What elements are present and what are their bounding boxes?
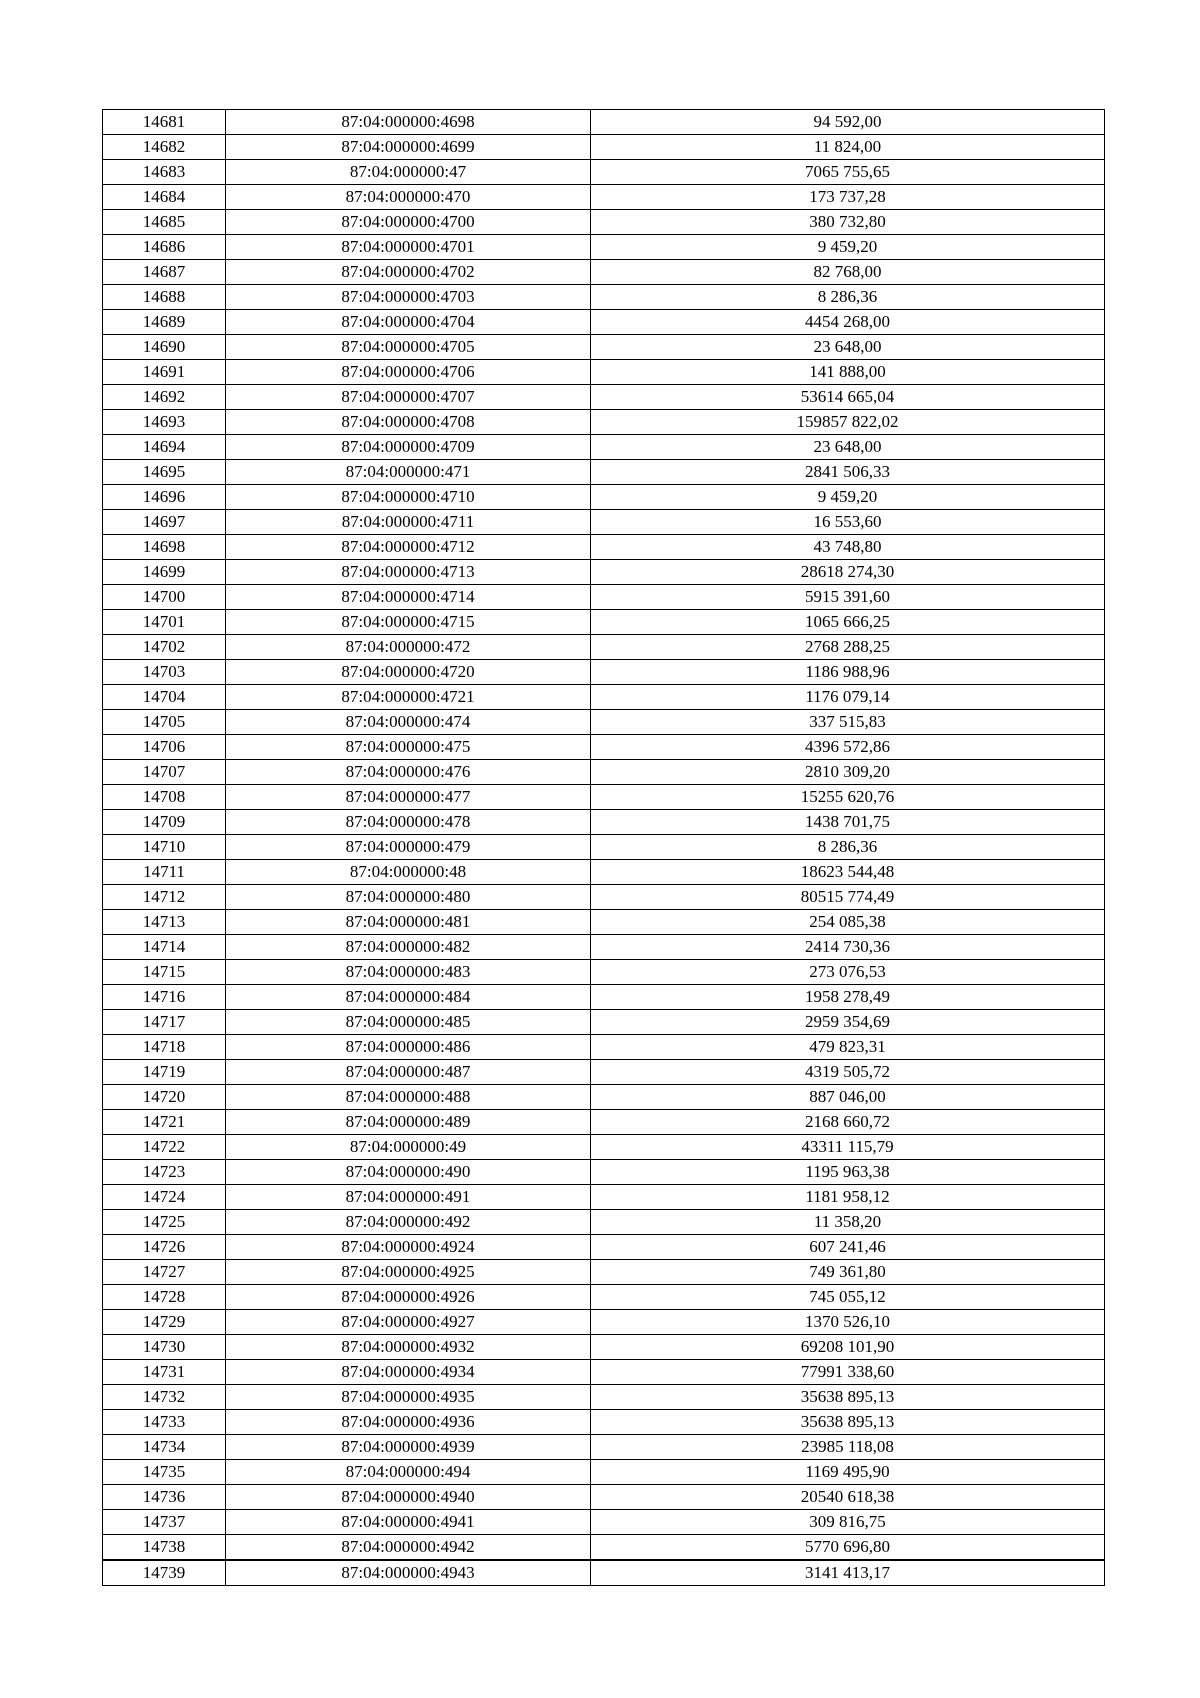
row-number-cell: 14728 bbox=[103, 1285, 226, 1310]
cadastral-number-cell: 87:04:000000:4926 bbox=[226, 1285, 591, 1310]
row-number-cell: 14681 bbox=[103, 110, 226, 135]
table-row bbox=[103, 210, 1105, 235]
row-number-cell: 14682 bbox=[103, 135, 226, 160]
cadastral-number-cell: 87:04:000000:4709 bbox=[226, 435, 591, 460]
cadastral-number-cell: 87:04:000000:492 bbox=[226, 1210, 591, 1235]
cadastral-value-cell: 69208 101,90 bbox=[591, 1335, 1105, 1360]
row-number-cell: 14707 bbox=[103, 760, 226, 785]
cadastral-value-cell: 16 553,60 bbox=[591, 510, 1105, 535]
table-row bbox=[103, 935, 1105, 960]
row-number-cell: 14720 bbox=[103, 1085, 226, 1110]
cadastral-number-cell: 87:04:000000:4942 bbox=[226, 1535, 591, 1561]
cadastral-number-cell: 87:04:000000:48 bbox=[226, 860, 591, 885]
row-number-cell: 14722 bbox=[103, 1135, 226, 1160]
cadastral-number-cell: 87:04:000000:4703 bbox=[226, 285, 591, 310]
cadastral-number-cell: 87:04:000000:4707 bbox=[226, 385, 591, 410]
table-row bbox=[103, 1010, 1105, 1035]
table-row bbox=[103, 810, 1105, 835]
cadastral-value-cell: 4319 505,72 bbox=[591, 1060, 1105, 1085]
row-number-cell: 14705 bbox=[103, 710, 226, 735]
cadastral-value-cell: 1169 495,90 bbox=[591, 1460, 1105, 1485]
table-row bbox=[103, 360, 1105, 385]
cadastral-number-cell: 87:04:000000:487 bbox=[226, 1060, 591, 1085]
row-number-cell: 14708 bbox=[103, 785, 226, 810]
table-row bbox=[103, 160, 1105, 185]
table-row bbox=[103, 535, 1105, 560]
row-number-cell: 14738 bbox=[103, 1535, 226, 1561]
cadastral-value-cell: 80515 774,49 bbox=[591, 885, 1105, 910]
table-row bbox=[103, 385, 1105, 410]
table-row bbox=[103, 510, 1105, 535]
cadastral-value-cell: 15255 620,76 bbox=[591, 785, 1105, 810]
row-number-cell: 14721 bbox=[103, 1110, 226, 1135]
cadastral-number-cell: 87:04:000000:4700 bbox=[226, 210, 591, 235]
cadastral-number-cell: 87:04:000000:4706 bbox=[226, 360, 591, 385]
row-number-cell: 14703 bbox=[103, 660, 226, 685]
cadastral-value-cell: 94 592,00 bbox=[591, 110, 1105, 135]
cadastral-value-cell: 23 648,00 bbox=[591, 435, 1105, 460]
table-body bbox=[103, 110, 1105, 1586]
cadastral-number-cell: 87:04:000000:470 bbox=[226, 185, 591, 210]
table-row bbox=[103, 1185, 1105, 1210]
cadastral-number-cell: 87:04:000000:49 bbox=[226, 1135, 591, 1160]
row-number-cell: 14718 bbox=[103, 1035, 226, 1060]
cadastral-value-cell: 8 286,36 bbox=[591, 285, 1105, 310]
row-number-cell: 14686 bbox=[103, 235, 226, 260]
row-number-cell: 14700 bbox=[103, 585, 226, 610]
cadastral-value-cell: 77991 338,60 bbox=[591, 1360, 1105, 1385]
cadastral-value-cell: 2959 354,69 bbox=[591, 1010, 1105, 1035]
row-number-cell: 14696 bbox=[103, 485, 226, 510]
row-number-cell: 14715 bbox=[103, 960, 226, 985]
cadastral-number-cell: 87:04:000000:4941 bbox=[226, 1510, 591, 1535]
cadastral-value-cell: 20540 618,38 bbox=[591, 1485, 1105, 1510]
table-row bbox=[103, 1460, 1105, 1485]
table-row bbox=[103, 135, 1105, 160]
cadastral-value-cell: 1438 701,75 bbox=[591, 810, 1105, 835]
table-row bbox=[103, 485, 1105, 510]
cadastral-value-cell: 607 241,46 bbox=[591, 1235, 1105, 1260]
table-row bbox=[103, 110, 1105, 135]
table-row bbox=[103, 1260, 1105, 1285]
cadastral-number-cell: 87:04:000000:4714 bbox=[226, 585, 591, 610]
cadastral-value-cell: 1186 988,96 bbox=[591, 660, 1105, 685]
cadastral-value-cell: 4454 268,00 bbox=[591, 310, 1105, 335]
cadastral-number-cell: 87:04:000000:4934 bbox=[226, 1360, 591, 1385]
row-number-cell: 14691 bbox=[103, 360, 226, 385]
cadastral-value-cell: 8 286,36 bbox=[591, 835, 1105, 860]
cadastral-number-cell: 87:04:000000:4721 bbox=[226, 685, 591, 710]
cadastral-number-cell: 87:04:000000:4712 bbox=[226, 535, 591, 560]
table-row bbox=[103, 1560, 1105, 1586]
table-row bbox=[103, 235, 1105, 260]
row-number-cell: 14714 bbox=[103, 935, 226, 960]
cadastral-value-cell: 4396 572,86 bbox=[591, 735, 1105, 760]
table-row bbox=[103, 1435, 1105, 1460]
cadastral-number-cell: 87:04:000000:4710 bbox=[226, 485, 591, 510]
row-number-cell: 14683 bbox=[103, 160, 226, 185]
cadastral-number-cell: 87:04:000000:4940 bbox=[226, 1485, 591, 1510]
table-row bbox=[103, 910, 1105, 935]
table-row bbox=[103, 610, 1105, 635]
row-number-cell: 14684 bbox=[103, 185, 226, 210]
cadastral-value-cell: 28618 274,30 bbox=[591, 560, 1105, 585]
cadastral-number-cell: 87:04:000000:482 bbox=[226, 935, 591, 960]
cadastral-value-cell: 141 888,00 bbox=[591, 360, 1105, 385]
row-number-cell: 14698 bbox=[103, 535, 226, 560]
cadastral-value-cell: 5770 696,80 bbox=[591, 1535, 1105, 1561]
row-number-cell: 14723 bbox=[103, 1160, 226, 1185]
table-row bbox=[103, 1310, 1105, 1335]
cadastral-number-cell: 87:04:000000:4702 bbox=[226, 260, 591, 285]
cadastral-value-cell: 2414 730,36 bbox=[591, 935, 1105, 960]
row-number-cell: 14710 bbox=[103, 835, 226, 860]
cadastral-number-cell: 87:04:000000:4720 bbox=[226, 660, 591, 685]
table-row bbox=[103, 635, 1105, 660]
cadastral-number-cell: 87:04:000000:489 bbox=[226, 1110, 591, 1135]
table-row bbox=[103, 985, 1105, 1010]
table-row bbox=[103, 1210, 1105, 1235]
cadastral-number-cell: 87:04:000000:4932 bbox=[226, 1335, 591, 1360]
row-number-cell: 14687 bbox=[103, 260, 226, 285]
cadastral-number-cell: 87:04:000000:475 bbox=[226, 735, 591, 760]
cadastral-value-cell: 1370 526,10 bbox=[591, 1310, 1105, 1335]
cadastral-value-cell: 23985 118,08 bbox=[591, 1435, 1105, 1460]
cadastral-number-cell: 87:04:000000:4925 bbox=[226, 1260, 591, 1285]
table-row bbox=[103, 735, 1105, 760]
row-number-cell: 14693 bbox=[103, 410, 226, 435]
cadastral-value-cell: 35638 895,13 bbox=[591, 1385, 1105, 1410]
table-row bbox=[103, 860, 1105, 885]
table-row bbox=[103, 285, 1105, 310]
cadastral-number-cell: 87:04:000000:4708 bbox=[226, 410, 591, 435]
cadastral-value-cell: 18623 544,48 bbox=[591, 860, 1105, 885]
table-row bbox=[103, 960, 1105, 985]
cadastral-value-cell: 2810 309,20 bbox=[591, 760, 1105, 785]
table-row bbox=[103, 1285, 1105, 1310]
cadastral-value-table bbox=[102, 109, 1105, 1586]
cadastral-number-cell: 87:04:000000:4698 bbox=[226, 110, 591, 135]
cadastral-value-cell: 43311 115,79 bbox=[591, 1135, 1105, 1160]
row-number-cell: 14725 bbox=[103, 1210, 226, 1235]
table-row bbox=[103, 710, 1105, 735]
cadastral-value-cell: 337 515,83 bbox=[591, 710, 1105, 735]
cadastral-value-cell: 1195 963,38 bbox=[591, 1160, 1105, 1185]
row-number-cell: 14694 bbox=[103, 435, 226, 460]
cadastral-value-cell: 254 085,38 bbox=[591, 910, 1105, 935]
row-number-cell: 14692 bbox=[103, 385, 226, 410]
row-number-cell: 14719 bbox=[103, 1060, 226, 1085]
cadastral-value-cell: 1958 278,49 bbox=[591, 985, 1105, 1010]
cadastral-value-cell: 749 361,80 bbox=[591, 1260, 1105, 1285]
cadastral-number-cell: 87:04:000000:4936 bbox=[226, 1410, 591, 1435]
table-row bbox=[103, 1160, 1105, 1185]
row-number-cell: 14709 bbox=[103, 810, 226, 835]
cadastral-number-cell: 87:04:000000:4924 bbox=[226, 1235, 591, 1260]
cadastral-number-cell: 87:04:000000:47 bbox=[226, 160, 591, 185]
table-row bbox=[103, 1360, 1105, 1385]
row-number-cell: 14737 bbox=[103, 1510, 226, 1535]
cadastral-value-cell: 2768 288,25 bbox=[591, 635, 1105, 660]
cadastral-number-cell: 87:04:000000:4715 bbox=[226, 610, 591, 635]
cadastral-value-cell: 23 648,00 bbox=[591, 335, 1105, 360]
row-number-cell: 14716 bbox=[103, 985, 226, 1010]
cadastral-number-cell: 87:04:000000:4711 bbox=[226, 510, 591, 535]
table-row bbox=[103, 410, 1105, 435]
row-number-cell: 14689 bbox=[103, 310, 226, 335]
table-row bbox=[103, 335, 1105, 360]
cadastral-number-cell: 87:04:000000:4939 bbox=[226, 1435, 591, 1460]
table-row bbox=[103, 1135, 1105, 1160]
cadastral-value-cell: 159857 822,02 bbox=[591, 410, 1105, 435]
row-number-cell: 14727 bbox=[103, 1260, 226, 1285]
cadastral-number-cell: 87:04:000000:483 bbox=[226, 960, 591, 985]
cadastral-number-cell: 87:04:000000:476 bbox=[226, 760, 591, 785]
row-number-cell: 14695 bbox=[103, 460, 226, 485]
cadastral-number-cell: 87:04:000000:488 bbox=[226, 1085, 591, 1110]
row-number-cell: 14734 bbox=[103, 1435, 226, 1460]
cadastral-value-cell: 43 748,80 bbox=[591, 535, 1105, 560]
cadastral-value-cell: 9 459,20 bbox=[591, 485, 1105, 510]
table-row bbox=[103, 1235, 1105, 1260]
row-number-cell: 14711 bbox=[103, 860, 226, 885]
cadastral-number-cell: 87:04:000000:4927 bbox=[226, 1310, 591, 1335]
row-number-cell: 14702 bbox=[103, 635, 226, 660]
table-row bbox=[103, 310, 1105, 335]
cadastral-number-cell: 87:04:000000:479 bbox=[226, 835, 591, 860]
row-number-cell: 14735 bbox=[103, 1460, 226, 1485]
cadastral-number-cell: 87:04:000000:481 bbox=[226, 910, 591, 935]
row-number-cell: 14701 bbox=[103, 610, 226, 635]
cadastral-number-cell: 87:04:000000:4713 bbox=[226, 560, 591, 585]
cadastral-value-cell: 309 816,75 bbox=[591, 1510, 1105, 1535]
row-number-cell: 14717 bbox=[103, 1010, 226, 1035]
cadastral-value-cell: 887 046,00 bbox=[591, 1085, 1105, 1110]
row-number-cell: 14730 bbox=[103, 1335, 226, 1360]
row-number-cell: 14690 bbox=[103, 335, 226, 360]
cadastral-number-cell: 87:04:000000:471 bbox=[226, 460, 591, 485]
cadastral-value-cell: 273 076,53 bbox=[591, 960, 1105, 985]
cadastral-number-cell: 87:04:000000:480 bbox=[226, 885, 591, 910]
table-row bbox=[103, 185, 1105, 210]
cadastral-value-cell: 1176 079,14 bbox=[591, 685, 1105, 710]
row-number-cell: 14706 bbox=[103, 735, 226, 760]
cadastral-number-cell: 87:04:000000:4701 bbox=[226, 235, 591, 260]
cadastral-value-cell: 82 768,00 bbox=[591, 260, 1105, 285]
table-row bbox=[103, 785, 1105, 810]
table-row bbox=[103, 435, 1105, 460]
cadastral-number-cell: 87:04:000000:4935 bbox=[226, 1385, 591, 1410]
row-number-cell: 14736 bbox=[103, 1485, 226, 1510]
cadastral-value-cell: 7065 755,65 bbox=[591, 160, 1105, 185]
row-number-cell: 14712 bbox=[103, 885, 226, 910]
cadastral-value-cell: 5915 391,60 bbox=[591, 585, 1105, 610]
table-row bbox=[103, 760, 1105, 785]
row-number-cell: 14739 bbox=[103, 1560, 226, 1586]
cadastral-number-cell: 87:04:000000:478 bbox=[226, 810, 591, 835]
cadastral-value-cell: 11 824,00 bbox=[591, 135, 1105, 160]
cadastral-value-cell: 479 823,31 bbox=[591, 1035, 1105, 1060]
table-row bbox=[103, 1385, 1105, 1410]
table-row bbox=[103, 685, 1105, 710]
row-number-cell: 14724 bbox=[103, 1185, 226, 1210]
row-number-cell: 14699 bbox=[103, 560, 226, 585]
cadastral-number-cell: 87:04:000000:491 bbox=[226, 1185, 591, 1210]
table-row bbox=[103, 1035, 1105, 1060]
cadastral-number-cell: 87:04:000000:490 bbox=[226, 1160, 591, 1185]
cadastral-number-cell: 87:04:000000:494 bbox=[226, 1460, 591, 1485]
row-number-cell: 14729 bbox=[103, 1310, 226, 1335]
table-row bbox=[103, 585, 1105, 610]
cadastral-value-cell: 745 055,12 bbox=[591, 1285, 1105, 1310]
table-row bbox=[103, 885, 1105, 910]
table-row bbox=[103, 560, 1105, 585]
cadastral-number-cell: 87:04:000000:4699 bbox=[226, 135, 591, 160]
cadastral-number-cell: 87:04:000000:486 bbox=[226, 1035, 591, 1060]
table-row bbox=[103, 835, 1105, 860]
table-row bbox=[103, 1110, 1105, 1135]
cadastral-value-cell: 3141 413,17 bbox=[591, 1560, 1105, 1586]
cadastral-value-cell: 53614 665,04 bbox=[591, 385, 1105, 410]
table-row bbox=[103, 1335, 1105, 1360]
table-row bbox=[103, 660, 1105, 685]
cadastral-value-cell: 11 358,20 bbox=[591, 1210, 1105, 1235]
table-row bbox=[103, 260, 1105, 285]
table-row bbox=[103, 1060, 1105, 1085]
table-row bbox=[103, 1485, 1105, 1510]
cadastral-value-cell: 35638 895,13 bbox=[591, 1410, 1105, 1435]
table-row bbox=[103, 1410, 1105, 1435]
cadastral-value-cell: 9 459,20 bbox=[591, 235, 1105, 260]
row-number-cell: 14685 bbox=[103, 210, 226, 235]
row-number-cell: 14733 bbox=[103, 1410, 226, 1435]
cadastral-number-cell: 87:04:000000:4943 bbox=[226, 1560, 591, 1586]
cadastral-value-cell: 173 737,28 bbox=[591, 185, 1105, 210]
cadastral-number-cell: 87:04:000000:4705 bbox=[226, 335, 591, 360]
cadastral-number-cell: 87:04:000000:474 bbox=[226, 710, 591, 735]
cadastral-number-cell: 87:04:000000:485 bbox=[226, 1010, 591, 1035]
row-number-cell: 14713 bbox=[103, 910, 226, 935]
row-number-cell: 14731 bbox=[103, 1360, 226, 1385]
row-number-cell: 14704 bbox=[103, 685, 226, 710]
cadastral-number-cell: 87:04:000000:4704 bbox=[226, 310, 591, 335]
cadastral-value-cell: 2841 506,33 bbox=[591, 460, 1105, 485]
row-number-cell: 14726 bbox=[103, 1235, 226, 1260]
row-number-cell: 14697 bbox=[103, 510, 226, 535]
table-row bbox=[103, 460, 1105, 485]
row-number-cell: 14688 bbox=[103, 285, 226, 310]
cadastral-number-cell: 87:04:000000:477 bbox=[226, 785, 591, 810]
table-row bbox=[103, 1510, 1105, 1535]
cadastral-number-cell: 87:04:000000:484 bbox=[226, 985, 591, 1010]
cadastral-value-cell: 1181 958,12 bbox=[591, 1185, 1105, 1210]
cadastral-value-cell: 380 732,80 bbox=[591, 210, 1105, 235]
row-number-cell: 14732 bbox=[103, 1385, 226, 1410]
cadastral-number-cell: 87:04:000000:472 bbox=[226, 635, 591, 660]
table-row bbox=[103, 1535, 1105, 1561]
table-row bbox=[103, 1085, 1105, 1110]
cadastral-value-cell: 1065 666,25 bbox=[591, 610, 1105, 635]
cadastral-value-cell: 2168 660,72 bbox=[591, 1110, 1105, 1135]
